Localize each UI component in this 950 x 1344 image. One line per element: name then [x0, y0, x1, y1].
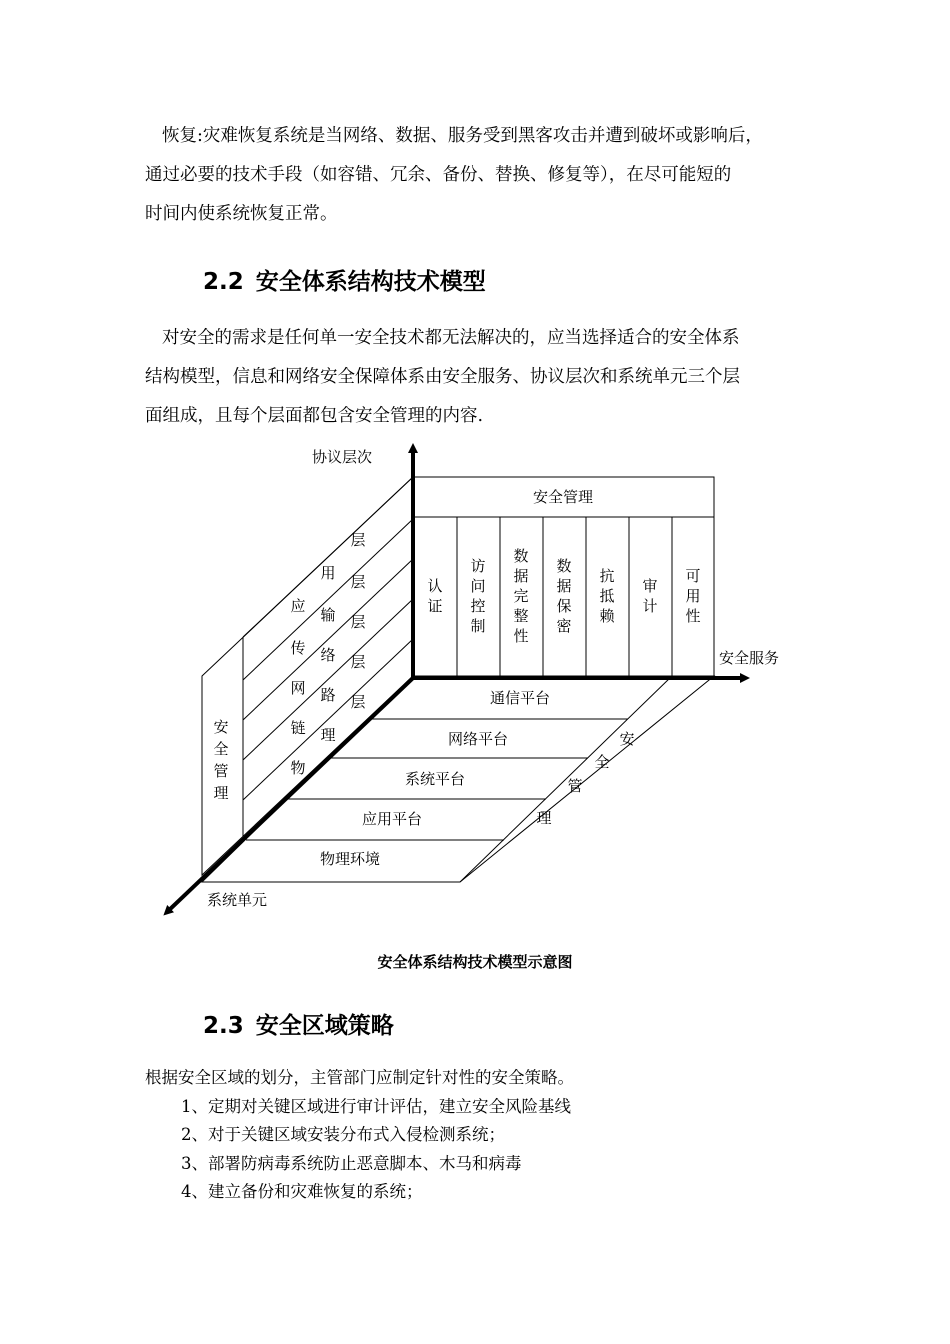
list-item: 4、建立备份和灾难恢复的系统；: [181, 1182, 423, 1201]
layer-label-char: 层: [350, 653, 366, 671]
bottom-management-char: 安: [619, 730, 635, 748]
service-label-char: 性: [685, 607, 701, 625]
section-title: 安全体系结构技术模型: [255, 269, 486, 295]
layer-label-char: 路: [320, 686, 336, 704]
service-label-char: 证: [427, 597, 443, 615]
list-item: 2、对于关键区域安装分布式入侵检测系统；: [181, 1125, 505, 1144]
axis-label-service: 安全服务: [719, 649, 780, 667]
service-label-char: 整: [513, 607, 529, 625]
left-management-char: 全: [213, 740, 229, 758]
service-label-char: 赖: [599, 607, 615, 625]
service-label-char: 数: [513, 547, 529, 565]
platform-label: 通信平台: [489, 689, 551, 707]
service-label-char: 性: [513, 627, 529, 645]
layer-label-char: 层: [350, 531, 366, 549]
top-management-label: 安全管理: [532, 488, 594, 506]
paragraph-line: 恢复:灾难恢复系统是当网络、数据、服务受到黑客攻击并遭到破坏或影响后，: [162, 126, 763, 146]
layer-label-char: 传: [290, 639, 306, 657]
layer-label-char: 应: [290, 597, 306, 615]
strategy-intro: 根据安全区域的划分，主管部门应制定针对性的安全策略。: [145, 1068, 574, 1087]
list-item: 3、部署防病毒系统防止恶意脚本、木马和病毒: [181, 1153, 522, 1173]
paragraph-line: 对安全的需求是任何单一安全技术都无法解决的，应当选择适合的安全体系: [162, 328, 740, 348]
bottom-management-char: 管: [567, 777, 583, 795]
service-labels: [427, 547, 700, 645]
service-label-char: 数: [556, 557, 572, 575]
diagram-axes: [167, 448, 745, 912]
layer-label-char: 用: [320, 564, 336, 582]
left-management-char: 管: [213, 762, 229, 780]
layer-label-char: 络: [320, 646, 336, 664]
layer-label-char: 层: [350, 693, 366, 711]
unit-axis-arrow: [167, 678, 413, 912]
layer-label-char: 层: [350, 613, 366, 631]
service-label-char: 抵: [599, 587, 615, 605]
layer-label-char: 输: [320, 606, 336, 624]
section-2-2-heading: [203, 263, 486, 296]
service-label-char: 访: [470, 557, 486, 575]
intro-paragraph: [145, 117, 825, 234]
layer-label-char: 物: [290, 759, 306, 777]
axis-label-unit: 系统单元: [207, 891, 268, 909]
layer-label-char: 网: [290, 679, 306, 697]
paragraph-line: 面组成，且每个层面都包含安全管理的内容.: [145, 406, 484, 426]
security-model-diagram: [150, 432, 790, 932]
bottom-management-char: 理: [536, 809, 552, 827]
section-title: 安全区域策略: [255, 1013, 394, 1039]
service-label-char: 审: [642, 577, 658, 595]
paragraph-line: 结构模型，信息和网络安全保障体系由安全服务、协议层次和系统单元三个层: [145, 367, 740, 387]
diagram-caption: 安全体系结构技术模型示意图: [377, 953, 573, 971]
service-label-char: 计: [642, 597, 658, 615]
left-management-char: 安: [213, 718, 229, 736]
service-label-char: 密: [556, 617, 572, 635]
section-number: 2.3: [203, 1013, 244, 1039]
service-label-char: 可: [685, 567, 701, 585]
layer-labels: [290, 531, 365, 777]
service-label-char: 问: [470, 577, 486, 595]
bottom-management-char: 全: [594, 753, 610, 771]
platform-label: 系统平台: [404, 770, 466, 788]
bottom-management-label: [536, 730, 634, 827]
left-management-label: [213, 718, 228, 802]
axis-label-protocol: 协议层次: [312, 448, 373, 466]
service-label-char: 控: [470, 597, 486, 615]
layer-label-char: 链: [290, 719, 306, 737]
strategy-list: [145, 1064, 574, 1207]
service-label-char: 认: [427, 577, 443, 595]
service-label-char: 据: [513, 567, 529, 585]
service-label-char: 完: [513, 587, 529, 605]
list-item: 1、定期对关键区域进行审计评估，建立安全风险基线: [181, 1096, 571, 1116]
service-label-char: 抗: [599, 567, 615, 585]
service-label-char: 制: [470, 617, 486, 635]
service-label-char: 用: [685, 587, 701, 605]
layer-label-char: 理: [320, 726, 336, 744]
section-2-3-heading: [203, 1007, 394, 1040]
left-management-char: 理: [213, 784, 229, 802]
service-label-char: 据: [556, 577, 572, 595]
platform-label: 物理环境: [319, 850, 381, 868]
platform-label: 网络平台: [447, 730, 509, 748]
section-number: 2.2: [203, 269, 244, 295]
platform-label: 应用平台: [361, 810, 423, 828]
service-label-char: 保: [556, 597, 572, 615]
section-2-2-paragraph: [145, 319, 825, 436]
layer-label-char: 层: [350, 573, 366, 591]
paragraph-line: 时间内使系统恢复正常。: [145, 204, 338, 224]
paragraph-line: 通过必要的技术手段（如容错、冗余、备份、替换、修复等），在尽可能短的: [145, 165, 732, 185]
